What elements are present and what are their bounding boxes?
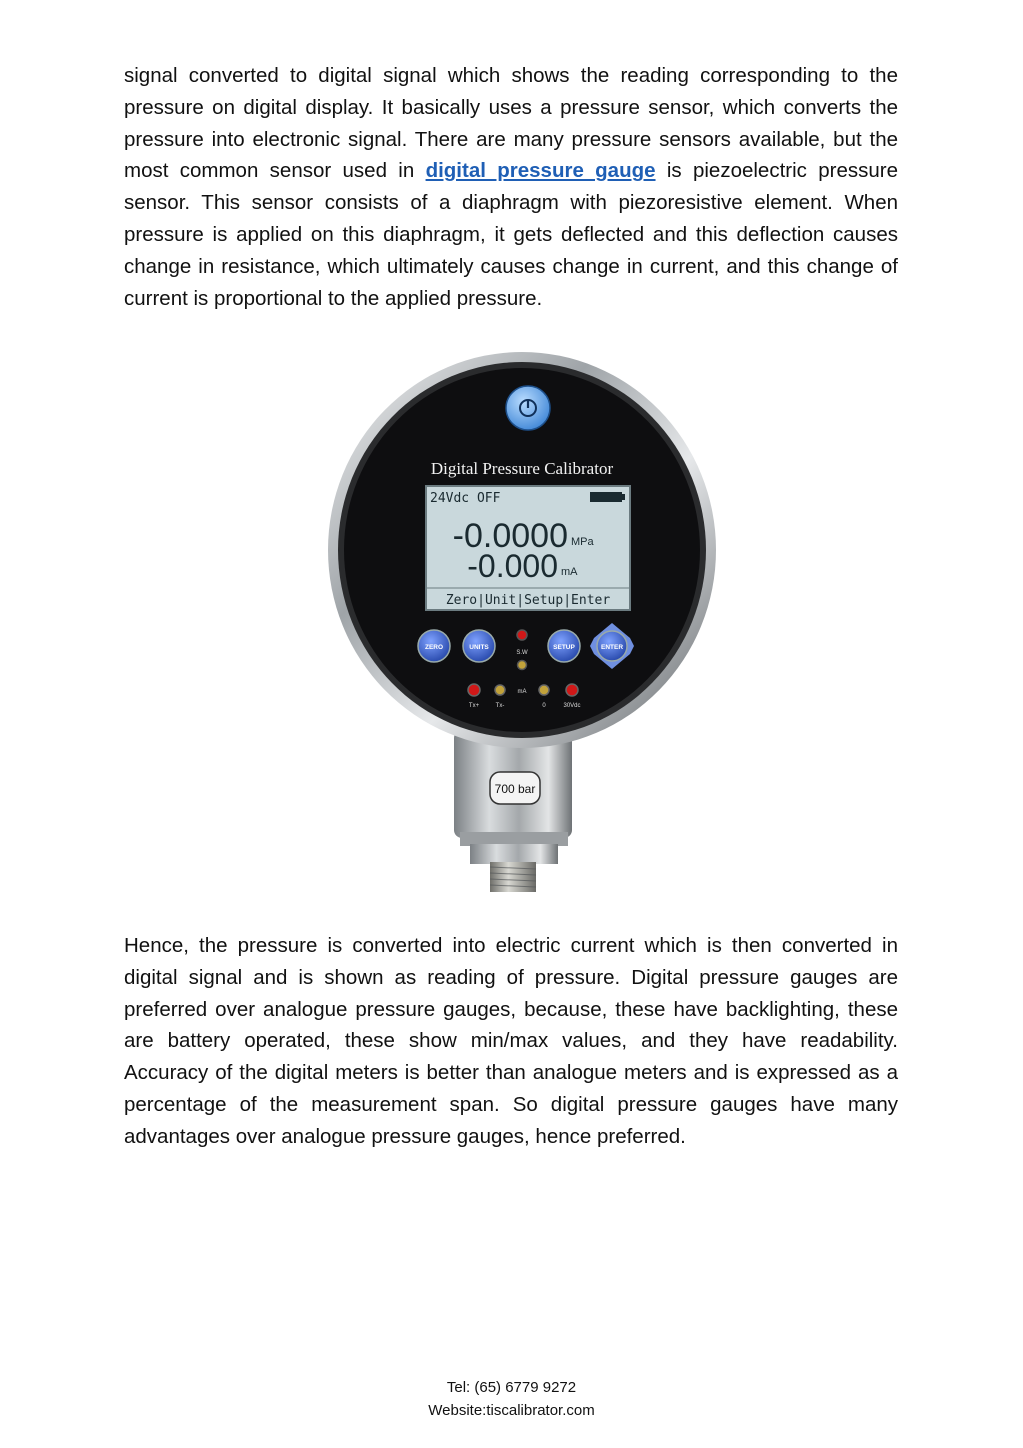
current-reading: -0.000 <box>467 548 558 584</box>
footer-website: Website:tiscalibrator.com <box>428 1402 595 1419</box>
v30-label: 30Vdc <box>563 703 581 709</box>
lcd-status: 24Vdc OFF <box>430 491 501 506</box>
paragraph-1 <box>124 60 898 314</box>
battery-icon <box>590 492 622 502</box>
zero-button-label: ZERO <box>424 644 444 651</box>
tx-plus-label: Tx+ <box>468 703 480 709</box>
paragraph-1-text-before: signal converted to digital signal which shows the reading corresponding to the pressure on digital display. It basically uses a pressure sensor, which converts the pressure into electronic signal. There are many pressure sensors available, but the most common sensor used in <box>124 64 898 183</box>
pressure-calibrator-image <box>322 350 722 895</box>
sw-terminal-red <box>517 630 527 640</box>
digital-pressure-gauge-link[interactable]: digital pressure gauge <box>425 159 656 183</box>
zero-terminal-label: 0 <box>542 703 546 709</box>
lcd-menu: Zero|Unit|Setup|Enter <box>445 593 611 608</box>
gauge-nut-collar <box>460 832 568 846</box>
footer-telephone: Tel: (65) 6779 9272 <box>446 1379 577 1396</box>
sw-terminal-gold <box>518 661 527 670</box>
gauge-hex-nut <box>470 844 558 864</box>
gauge-thread <box>490 862 536 892</box>
zero-terminal <box>539 685 549 695</box>
units-button-label: UNITS <box>469 644 489 651</box>
v30-terminal <box>566 684 578 696</box>
tx-plus-terminal <box>468 684 480 696</box>
ma-label: mA <box>517 689 527 695</box>
pressure-reading: -0.0000 <box>452 517 568 555</box>
current-unit: mA <box>561 566 578 578</box>
setup-button-label: SETUP <box>553 644 575 651</box>
sw-label: S.W <box>516 650 528 656</box>
tx-minus-terminal <box>495 685 505 695</box>
range-label: 700 bar <box>494 782 536 796</box>
pressure-unit: MPa <box>571 536 594 548</box>
paragraph-2: Hence, the pressure is converted into electric current which is then converted in digital signal and is shown as reading of pressure. Digital pressure gauges are preferred over analogue pressure gauges, because, these have backlighting, these are battery operated, these show min/max values, and they have readability. Accuracy of the digital meters is better than analogue meters and is expressed as a percentage of the measurement span. So digital pressure gauges have many advantages over analogue pressure gauges, hence preferred. <box>124 934 898 1148</box>
tx-minus-label: Tx- <box>495 703 505 709</box>
gauge-title: Digital Pressure Calibrator <box>430 459 614 478</box>
paragraph-1-text-after: is piezoelectric pressure sensor. This sensor consists of a diaphragm with piezoresistive element. When pressure is applied on this diaphragm, it gets deflected and this deflection causes change in resistance, which ultimately causes change in current, and this change of current is proportional to the applied pressure. <box>124 159 898 310</box>
pressure-calibrator-illustration <box>322 350 722 895</box>
enter-button-label: ENTER <box>600 644 624 651</box>
